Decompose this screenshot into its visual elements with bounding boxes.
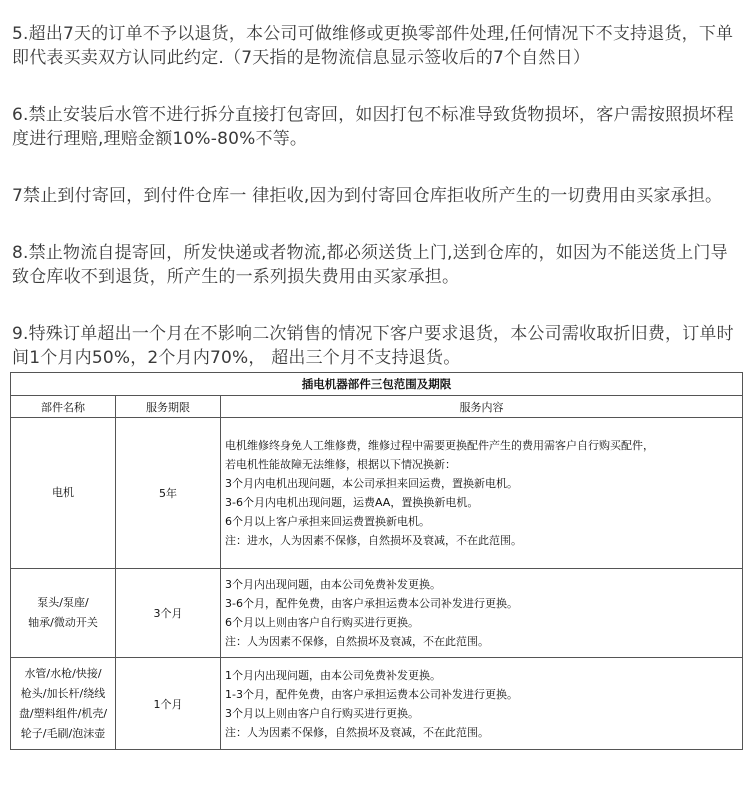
header-part-name: 部件名称 [11,396,116,418]
clause-7: 7禁止到付寄回，到付件仓库一 律拒收,因为到付寄回仓库拒收所产生的一切费用由买家承担。 [12,186,723,206]
part-name: 电机 [52,486,74,499]
service-content-line: 6个月以上客户承担来回运费置换新电机。 [225,515,430,528]
warranty-table [10,372,743,750]
clause-6: 6.禁止安装后水管不进行拆分直接打包寄回，如因打包不标准导致货物损坏，客户需按照损坏程度进行理赔,理赔金额10%-80%不等。 [12,105,734,149]
service-content-line: 注：进水，人为因素不保修，自然损坏及衰减，不在此范围。 [225,534,522,547]
service-content-line: 3-6个月内电机出现问题，运费AA，置换换新电机。 [225,496,479,509]
service-content-line: 1-3个月，配件免费，由客户承担运费本公司补发进行更换。 [225,687,518,701]
part-name: 水管/水枪/快接/ [24,666,102,680]
part-name: 泵头/泵座/ [37,596,89,609]
service-content-cell [221,569,743,658]
service-content-line: 电机维修终身免人工维修费，维修过程中需要更换配件产生的费用需客户自行购买配件， [225,439,654,452]
service-content-line: 3-6个月，配件免费，由客户承担运费本公司补发进行更换。 [225,597,518,610]
service-content-line: 3个月内出现问题，由本公司免费补发更换。 [225,578,441,591]
service-content-line: 3个月内电机出现问题，本公司承担来回运费，置换新电机。 [225,477,518,490]
clause-8: 8.禁止物流自提寄回，所发快递或者物流,都必须送货上门,送到仓库的，如因为不能送货上门导致仓库收不到退货，所产生的一系列损失费用由买家承担。 [12,243,728,287]
service-content-line: 6个月以上则由客户自行购买进行更换。 [225,616,419,629]
table-title: 插电机器部件三包范围及期限 [11,373,743,396]
service-content-line: 1个月内出现问题，由本公司免费补发更换。 [225,668,441,682]
policy-clauses [12,22,740,370]
part-name-cell [11,418,116,569]
table-row-motor [11,418,743,569]
service-content-line: 3个月以上则由客户自行购买进行更换。 [225,706,419,720]
part-name-cell [11,658,116,750]
part-name: 盘/塑料组件/机壳/ [18,706,108,720]
table-row-pump [11,569,743,658]
service-period: 1个月 [116,658,221,750]
header-service-content: 服务内容 [221,396,743,418]
header-service-period: 服务期限 [116,396,221,418]
service-period: 5年 [116,418,221,569]
clause-9: 9.特殊订单超出一个月在不影响二次销售的情况下客户要求退货，本公司需收取折旧费，订单时间1个月内50%，2个月内70%， 超出三个月不支持退货。 [12,324,734,368]
service-period: 3个月 [116,569,221,658]
service-content-line: 若电机性能故障无法维修，根据以下情况换新： [225,458,456,471]
service-content-cell [221,418,743,569]
part-name: 轮子/毛刷/泡沫壶 [20,726,106,740]
part-name-cell [11,569,116,658]
service-content-cell [221,658,743,750]
service-content-line: 注：人为因素不保修，自然损坏及衰减，不在此范围。 [225,635,489,648]
part-name: 枪头/加长杆/绕线 [20,686,106,700]
table-row-accessories [11,658,743,750]
service-content-line: 注：人为因素不保修，自然损坏及衰减，不在此范围。 [225,725,489,739]
clause-5: 5.超出7天的订单不予以退货，本公司可做维修或更换零部件处理,任何情况下不支持退货，下单即代表买卖双方认同此约定.（7天指的是物流信息显示签收后的7个自然日） [12,24,734,68]
part-name: 轴承/微动开关 [28,616,98,629]
